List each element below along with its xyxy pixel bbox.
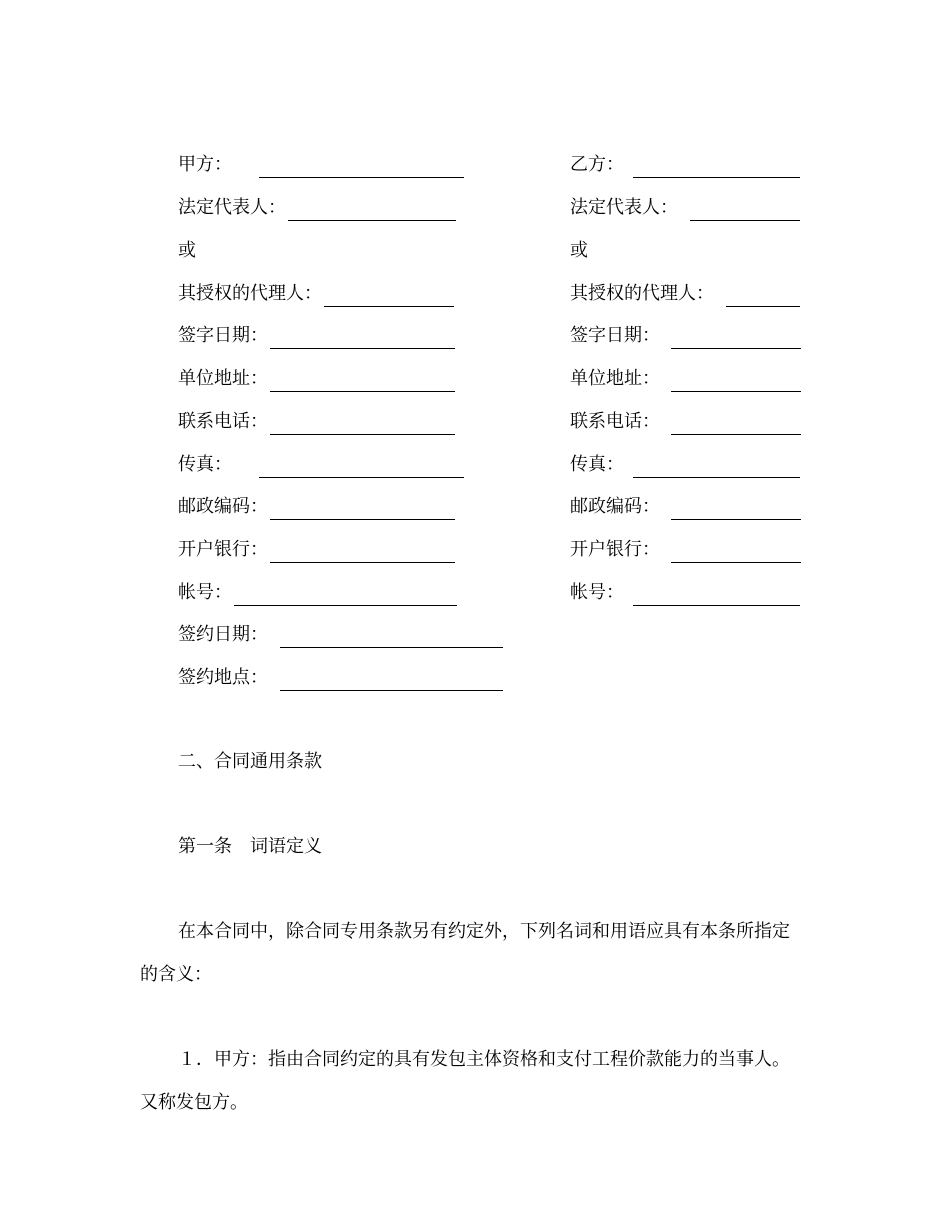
party-b-phone-blank[interactable] <box>671 414 801 435</box>
intro-paragraph-line2: 的含义： <box>140 964 212 985</box>
party-b-fax-field <box>570 452 800 478</box>
party-b-or: 或 <box>570 240 588 261</box>
party-b-account-blank[interactable] <box>633 585 800 606</box>
party-b-fax-label: 传真： <box>570 454 624 475</box>
party-a-legal-rep-label: 法定代表人： <box>178 197 286 218</box>
party-b-sign-date-blank[interactable] <box>671 328 801 349</box>
party-b-legal-rep-field <box>570 195 800 221</box>
article-heading: 第一条 词语定义 <box>178 836 322 857</box>
party-b-phone-label: 联系电话： <box>570 411 660 432</box>
party-a-agent-label: 其授权的代理人： <box>178 283 322 304</box>
party-a-legal-rep-blank[interactable] <box>288 200 456 221</box>
party-a-agent-field <box>178 281 454 307</box>
party-a-legal-rep-field <box>178 195 456 221</box>
party-b-field <box>570 152 800 178</box>
contract-place-field <box>178 665 503 691</box>
party-b-agent-field <box>570 281 800 307</box>
party-b-agent-blank[interactable] <box>726 286 800 307</box>
party-b-account-field <box>570 580 800 606</box>
contract-place-blank[interactable] <box>280 670 503 691</box>
party-b-postcode-field <box>570 494 801 520</box>
party-a-address-label: 单位地址： <box>178 368 268 389</box>
party-a-phone-blank[interactable] <box>270 414 455 435</box>
party-b-address-blank[interactable] <box>671 371 801 392</box>
item1-paragraph-line1: １．甲方：指由合同约定的具有发包主体资格和支付工程价款能力的当事人。 <box>178 1049 790 1070</box>
item1-paragraph-line2: 又称发包方。 <box>140 1092 248 1113</box>
contract-place-label: 签约地点： <box>178 667 268 688</box>
party-b-address-label: 单位地址： <box>570 368 660 389</box>
party-a-phone-label: 联系电话： <box>178 411 268 432</box>
party-a-field <box>178 152 464 178</box>
party-b-blank[interactable] <box>633 157 800 178</box>
party-a-bank-field <box>178 537 455 563</box>
party-a-address-field <box>178 366 455 392</box>
party-a-sign-date-label: 签字日期： <box>178 325 268 346</box>
contract-date-field <box>178 622 503 648</box>
party-a-agent-blank[interactable] <box>324 286 454 307</box>
intro-paragraph-line1: 在本合同中，除合同专用条款另有约定外，下列名词和用语应具有本条所指定 <box>178 921 790 942</box>
party-b-legal-rep-blank[interactable] <box>690 200 800 221</box>
party-a-postcode-field <box>178 494 455 520</box>
party-b-bank-label: 开户银行： <box>570 539 660 560</box>
party-b-fax-blank[interactable] <box>633 457 800 478</box>
party-b-sign-date-field <box>570 323 801 349</box>
party-b-postcode-blank[interactable] <box>671 499 801 520</box>
party-b-bank-blank[interactable] <box>671 542 801 563</box>
contract-date-blank[interactable] <box>280 627 503 648</box>
party-a-address-blank[interactable] <box>270 371 455 392</box>
party-b-agent-label: 其授权的代理人： <box>570 283 714 304</box>
party-a-account-label: 帐号： <box>178 582 232 603</box>
party-a-fax-blank[interactable] <box>259 457 464 478</box>
contract-date-label: 签约日期： <box>178 624 268 645</box>
party-b-bank-field <box>570 537 801 563</box>
party-b-legal-rep-label: 法定代表人： <box>570 197 678 218</box>
party-a-bank-blank[interactable] <box>270 542 455 563</box>
party-a-sign-date-blank[interactable] <box>270 328 455 349</box>
section-heading: 二、合同通用条款 <box>178 751 322 772</box>
party-b-label: 乙方： <box>570 154 624 175</box>
party-a-phone-field <box>178 409 455 435</box>
party-b-phone-field <box>570 409 801 435</box>
party-a-postcode-blank[interactable] <box>270 499 455 520</box>
party-b-address-field <box>570 366 801 392</box>
party-a-account-blank[interactable] <box>234 585 457 606</box>
party-a-or: 或 <box>178 240 196 261</box>
party-b-sign-date-label: 签字日期： <box>570 325 660 346</box>
party-a-blank[interactable] <box>259 157 464 178</box>
party-b-account-label: 帐号： <box>570 582 624 603</box>
party-a-label: 甲方： <box>178 154 232 175</box>
party-b-postcode-label: 邮政编码： <box>570 496 660 517</box>
party-a-sign-date-field <box>178 323 455 349</box>
party-a-fax-field <box>178 452 464 478</box>
party-a-account-field <box>178 580 457 606</box>
party-a-postcode-label: 邮政编码： <box>178 496 268 517</box>
party-a-bank-label: 开户银行： <box>178 539 268 560</box>
party-a-fax-label: 传真： <box>178 454 232 475</box>
